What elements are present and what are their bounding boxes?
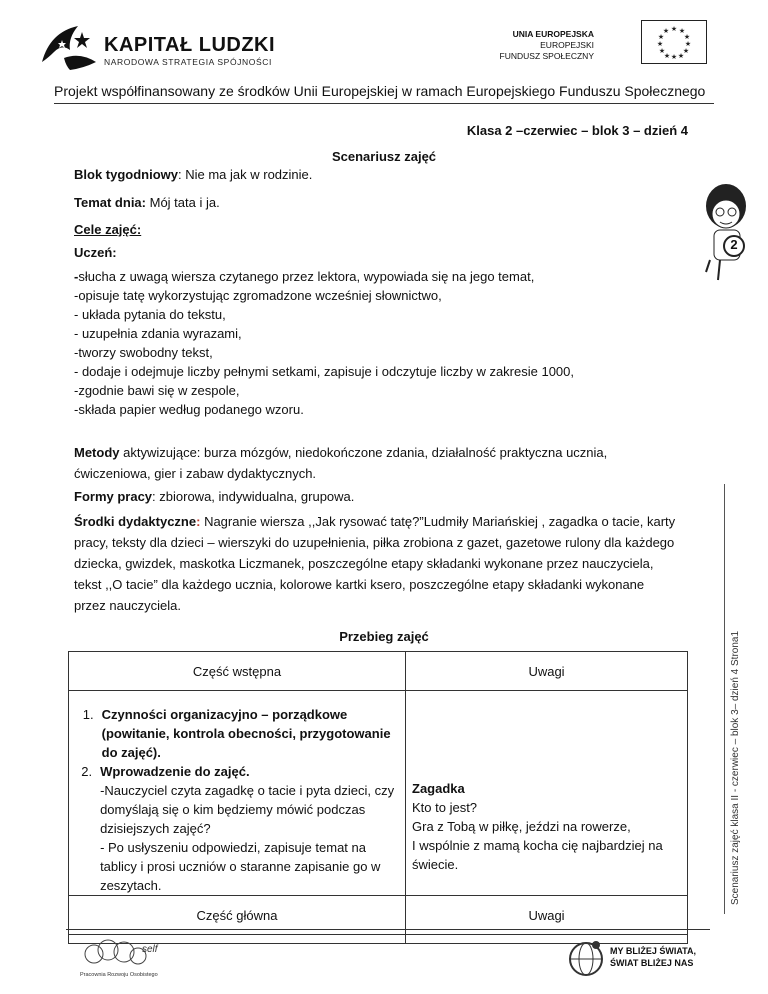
temat-label: Temat dnia: [74,195,146,210]
table-header-main-uwagi: Uwagi [406,896,688,935]
kapital-ludzki-logo-emblem [40,22,98,72]
goals-list [74,267,634,419]
svg-text:★: ★ [662,27,670,35]
uczen-heading: Uczeń: [74,245,117,260]
sidebar-caption: Scenariusz zajęć klasa II - czerwiec – blok 3– dzień 4 Strona1 [730,630,741,905]
svg-text:★: ★ [656,40,664,48]
slogan-line-1: MY BLIŻEJ ŚWIATA, [610,946,697,956]
step-1 [79,705,395,762]
svg-text:★: ★ [677,52,685,60]
blok-value: : Nie ma jak w rodzinie. [178,167,313,182]
step-2-body [100,762,395,895]
svg-text:★: ★ [678,27,686,35]
svg-text:★: ★ [657,33,665,41]
step-2-text-1: -Nauczyciel czyta zagadkę o tacie i pyta dzieci, czy domyślają się o kim będziemy mówić podczas dzisiejszych zajęć? [100,783,395,836]
metody-value: aktywizujące: burza mózgów, niedokończone zdania, działalność praktyczna ucznia, ćwiczeniowa, gier i zabaw dydaktycznych. [74,445,608,481]
eu-line-3: FUNDUSZ SPOŁECZNY [499,51,594,61]
svg-text:★: ★ [663,52,671,60]
self-label: self [142,944,158,955]
page-title: Scenariusz zajęć [331,149,437,164]
logo-subtitle: NARODOWA STRATEGIA SPÓJNOŚCI [104,57,272,67]
eu-line-1: UNIA EUROPEJSKA [512,29,594,39]
svg-text:★: ★ [683,33,691,41]
table-header-part: Część wstępna [69,652,406,691]
blok-tygodniowy [74,165,312,184]
goal-1-text: słucha z uwagą wiersza czytanego przez lektora, wypowiada się na jego temat, [78,269,535,284]
list-item: - uzupełnia zdania wyrazami, [74,326,242,341]
svg-text:★: ★ [684,40,692,48]
blok-label: Blok tygodniowy [74,167,178,182]
intro-steps-cell [69,691,406,896]
table-row [69,652,688,691]
temat-value: Mój tata i ja. [146,195,220,210]
zagadka-line: I wspólnie z mamą kocha cię najbardziej na świecie. [412,838,663,872]
list-item: -opisuje tatę wykorzystując zgromadzone wcześniej słownictwo, [74,288,442,303]
goal-dash: - [74,269,79,284]
footer-divider [66,929,710,930]
srodki-section [74,511,678,616]
self-caption: Pracownia Rozwoju Osobistego [80,972,158,978]
list-item: - dodaje i odejmuje liczby pełnymi setkami, zapisuje i odczytuje liczby w zakresie 1000, [74,364,575,379]
przebieg-heading: Przebieg zajęć [339,629,429,644]
mascot-number: 2 [730,237,738,252]
mascot-illustration [698,176,758,286]
step-2-text-2: - Po usłyszeniu odpowiedzi, zapisuje temat na tablicy i prosi uczniów o staranne zapisanie go w zeszytach. [100,840,381,893]
svg-text:★: ★ [682,47,690,55]
formy-value: : zbiorowa, indywidualna, grupowa. [152,489,355,504]
step-2 [79,762,395,895]
zagadka-line: Gra z Tobą w piłkę, jeździ na rowerze, [412,819,631,834]
srodki-value: Nagranie wiersza ,,Jak rysować tatę?”Ludmiły Mariańskiej , zagadka o tacie, karty pracy, teksty dla dzieci – wierszyki do uzupełnienia, piłka zrobiona z gazet, gazetowe rulony dla każdego dziecka, gwizdek, maskotka Liczmanek, poszczególne etapy składanki wykonane przez nauczyciela, tekst ,,O tacie” dla każdego ucznia, kolorowe kartki ksero, poszczególne etapy składanki wykonane przez nauczyciela. [74,514,676,613]
srodki-label: Środki dydaktyczne [74,514,197,529]
zagadka-line: Kto to jest? [412,800,478,815]
globe-icon [566,937,606,981]
self-logo [80,936,170,986]
svg-text:★: ★ [658,47,666,55]
table-header-main: Część główna [69,896,406,935]
table-header-uwagi: Uwagi [406,652,688,691]
step-2-number: 2. [81,764,93,779]
eu-label [500,29,594,62]
list-item: -zgodnie bawi się w zespole, [74,383,240,398]
cele-heading: Cele zajęć: [74,222,142,237]
class-info: Klasa 2 –czerwiec – blok 3 – dzień 4 [466,123,688,138]
formy-label: Formy pracy [74,489,153,504]
list-item: - układa pytania do tekstu, [74,307,226,322]
footer-slogan [610,945,696,969]
slogan-line-2: ŚWIAT BLIŻEJ NAS [610,958,694,968]
step-1-text: Czynności organizacyjno – porządkowe (powitanie, kontrola obecności, przygotowanie do zajęć). [101,707,391,760]
sidebar-rule [724,484,725,914]
svg-text:★: ★ [670,53,678,61]
eu-flag-icon [641,20,707,64]
table-row [69,691,688,896]
metody-section [74,442,674,484]
list-item: -tworzy swobodny tekst, [74,345,213,360]
step-2-title: Wprowadzenie do zajęć. [100,764,250,779]
list-item: -składa papier według podanego wzoru. [74,402,304,417]
plan-table [68,651,688,944]
formy-section [74,487,354,506]
zagadka-cell [406,691,688,896]
list-item [74,267,634,286]
logo-title: KAPITAŁ LUDZKI [104,34,276,56]
metody-label: Metody [74,445,120,460]
srodki-colon: : [196,514,201,529]
empty-cell [406,935,688,944]
svg-text:★: ★ [670,25,678,33]
project-line: Projekt współfinansowany ze środków Unii Europejskiej w ramach Europejskiego Funduszu Społecznego [54,83,706,99]
header-divider [54,103,714,104]
step-1-number: 1. [82,707,94,722]
temat-dnia [74,193,220,212]
eu-line-2: EUROPEJSKI [540,40,594,50]
zagadka-title: Zagadka [412,781,465,796]
